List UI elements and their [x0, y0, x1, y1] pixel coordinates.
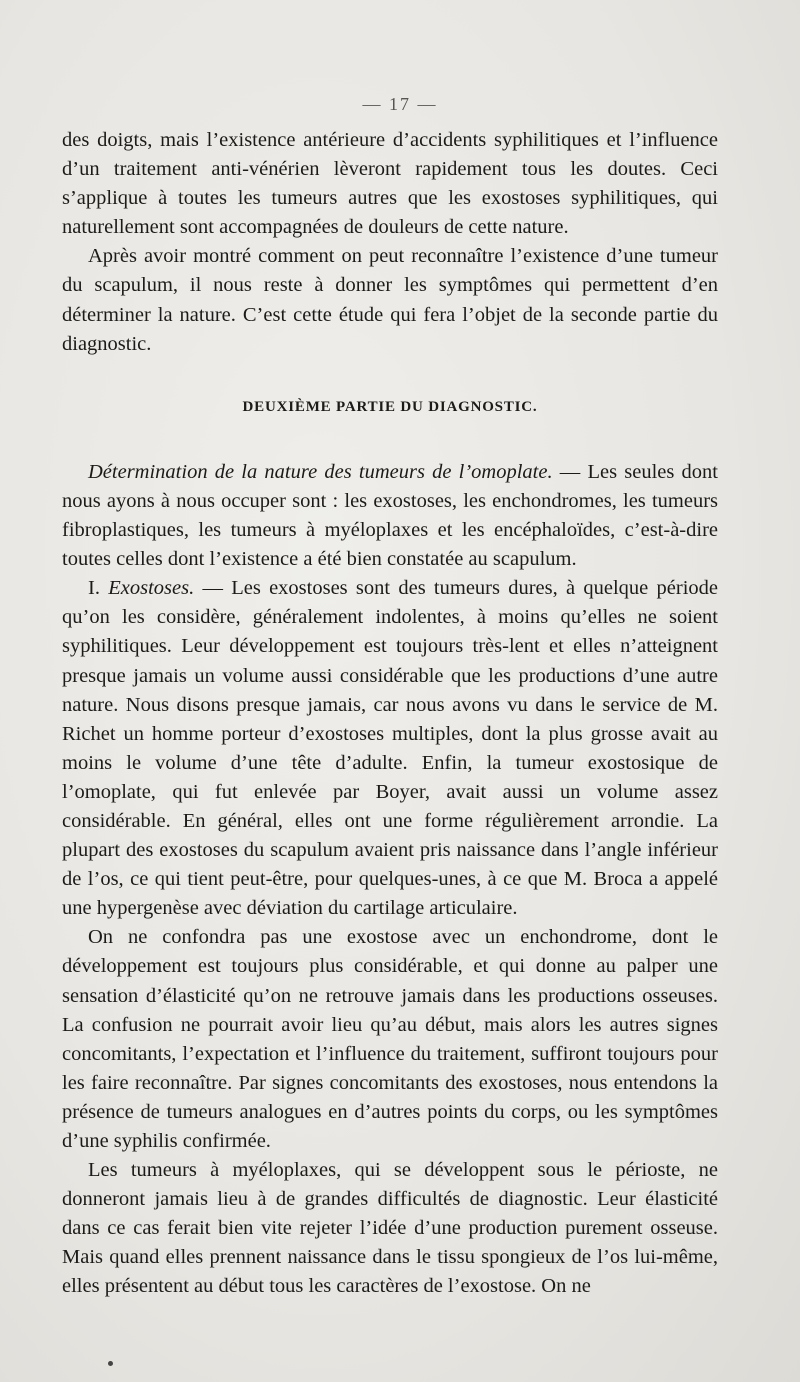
paragraph	[62, 458, 718, 574]
run-in-title: Détermination de la nature des tumeurs de l’omoplate.	[88, 460, 553, 483]
section-number: I.	[88, 577, 109, 600]
ink-dot	[108, 1361, 113, 1366]
page-number: — 17 —	[362, 94, 438, 114]
paragraph: On ne confondra pas une exostose avec un enchondrome, dont le développement est toujours plus considérable, et qui donne au palper une sensation d’élasticité qu’on ne retrouve jamais dans les productions osseuses. La confusion ne pourrait avoir lieu qu’au début, mais alors les autres signes concomitants, l’expectation et l’influence du traitement, suffiront toujours pour les faire reconnaître. Par signes concomitants des exostoses, nous entendons la présence de tumeurs analogues en d’autres points du corps, ou les symptômes d’une syphilis confirmée.	[62, 926, 718, 1152]
run-in-title: Exostoses.	[108, 577, 195, 600]
paragraph-continuation: des doigts, mais l’existence antérieure d’accidents syphilitiques et l’influence d’un traitement anti-vénérien lèveront rapidement tous les doutes. Ceci s’applique à toutes les tumeurs autres que les exostoses syphilitiques, qui naturellement sont accompagnées de douleurs de cette nature.	[62, 129, 718, 239]
paragraph	[62, 574, 718, 923]
section-heading: DEUXIÈME PARTIE DU DIAGNOSTIC.	[242, 398, 538, 415]
paragraph: Après avoir montré comment on peut reconnaître l’existence d’une tumeur du scapulum, il nous reste à donner les symptômes qui permettent d’en déterminer la nature. C’est cette étude qui fera l’objet de la seconde partie du diagnostic.	[62, 245, 718, 355]
paragraph: Les tumeurs à myéloplaxes, qui se développent sous le périoste, ne donneront jamais lieu à de grandes difficultés de diagnostic. Leur élasticité dans ce cas ferait bien vite rejeter l’idée d’une production purement osseuse. Mais quand elles prennent naissance dans le tissu spongieux de l’os lui-même, elles présentent au début tous les caractères de l’exostose. On ne	[62, 1159, 718, 1298]
paragraph-text: — Les exostoses sont des tumeurs dures, à quelque période qu’on les considère, généralement indolentes, à moins qu’elles ne soient syphilitiques. Leur développement est toujours très-lent et elles n’atteignent presque jamais un volume aussi considérable que les productions d’une autre nature. Nous disons presque jamais, car nous avons vu dans le service de M. Richet un homme porteur d’exostoses multiples, dont la plus grosse avait au moins le volume d’une tête d’adulte. Enfin, la tumeur exostosique de l’omoplate, qui fut enlevée par Boyer, avait aussi un volume assez considérable. En général, elles ont une forme régulièrement arrondie. La plupart des exostoses du scapulum avaient pris naissance dans l’angle inférieur de l’os, ce qui tient peut-être, pour quelques-unes, à ce que M. Broca a appelé une hypergenèse avec déviation du cartilage articulaire.	[62, 577, 718, 920]
paragraph-text: — Les seules dont nous ayons à nous occuper sont : les exostoses, les enchondromes, les tumeurs fibroplastiques, les tumeurs à myéloplaxes et les encéphaloïdes, c’est-à-dire toutes celles dont l’existence a été bien constatée au scapulum.	[62, 460, 718, 571]
body-text	[62, 126, 718, 1302]
